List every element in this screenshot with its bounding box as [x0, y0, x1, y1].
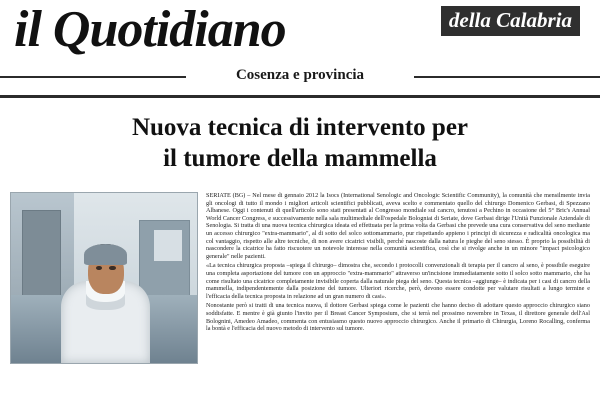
newspaper-masthead	[0, 0, 600, 98]
article-headline	[40, 112, 560, 174]
edition-rule-right	[414, 76, 600, 78]
masthead-bottom-rule	[0, 95, 600, 96]
edition-label: Cosenza e provincia	[200, 64, 400, 86]
headline-line-1: Nuova tecnica di intervento per	[131, 114, 469, 141]
newspaper-title-main: Quotidiano	[52, 1, 286, 58]
article-body	[0, 192, 600, 400]
photo-subject-surgical-cap	[84, 244, 127, 265]
edition-band	[0, 62, 600, 92]
article-paragraph: «La tecnica chirurgica proposta –spiega il chirurgo– dimostra che, secondo i protocolli convenzionali di terapia per il cancro al seno, è possibile eseguire una completa asportazione del tumore con un approccio "extra-mammario" attraverso un'incisione immediatamente sotto il solco sotto mammario, che ha come risultato una cicatrice completamente invisibile coperta dalla naturale piega del seno. Questa tecnica –aggiunge– è indicata per i casi di cancro della mammella, indipendentemente dalla posizione del tumore. Ulteriori ricerche, però, devono essere condotte per valutare risultati a lungo termine e l'efficacia della tecnica proposta in relazione ad un gran numero di casi».	[206, 262, 590, 300]
photo-equipment-screen	[154, 230, 182, 261]
photo-door	[22, 210, 61, 304]
photo-subject-eye-right	[109, 266, 115, 271]
article-paragraph: SERIATE (BG) – Nel mese di gennaio 2012 la Isocs (International Senologic and Oncologic Scientific Community), la comunità che mensilmente invia gli oncologi di tutto il mondo i migliori articoli scientifici pubblicati, avevа scelto e commentato quello del chirurgo Domenico Gerbasi, di Spezzano Albanese. Oggi i contenuti di quell'articolo sono stati presentati al Congresso mondiale sul cancro, tenutosi a Pechino in occasione del 5° Bric's Annual World Cancer Congress, e successivamente nella sala multimediale dell'ospedale Bologniai di Seriate, dove Gerbasi dirige l'Unità Funzionale Aziendale di Senologia. Si tratta di una nuova tecnica chirurgica ideata ed effettuata per la prima volta da Gerbasi che prevede una cura conservativa del seno mediante un accesso chirurgico "extra-mammario", al di sotto del solco sottomammario, pur rispettando appieno i principi di sicurezza e radicalità oncologica ma col vantaggio, rispetto alle altre tecniche, di non avere cicatrici visibili, perché nascoste dalla natura le pieghe del seno stesso. È proprio la possibilità di nascondere la cicatrice ha fatto riscuotere un notevole interesse nella comunità scientifica, così che si rivolge anche in un minore "impact psicologico generale" nelle pazienti.	[206, 192, 590, 260]
article-paragraph: Nonostante però si tratti di una tecnica nuova, il dottore Gerbasi spiega come le pazienti che hanno deciso di adottare questo approccio chirurgico siano soddisfatte. E mentre è già giunto l'invito per il Breast Cancer Symposium, che si terrà nel prossimo novembre in Texas, il direttore generale dell'Asl Bolognini, Amedeo Amadeo, commenta con entusiasmo questo nuovo approccio chirurgico. Anche il primario di Chirurgia, Loreno Rocalling, conferma la bontà e l'efficacia del nuovo metodo di intervento sul tumore.	[206, 302, 590, 333]
headline-line-2: il tumore della mammella	[163, 145, 437, 172]
newspaper-region-kicker: della Calabria	[441, 6, 580, 36]
doctor-portrait-photo	[10, 192, 198, 364]
article-photo-column	[10, 192, 198, 400]
edition-rule-left	[0, 76, 186, 78]
text-fade-overlay	[206, 380, 590, 392]
newspaper-title-article: il	[14, 1, 41, 58]
article-text-column	[206, 192, 590, 392]
photo-subject	[61, 230, 150, 363]
